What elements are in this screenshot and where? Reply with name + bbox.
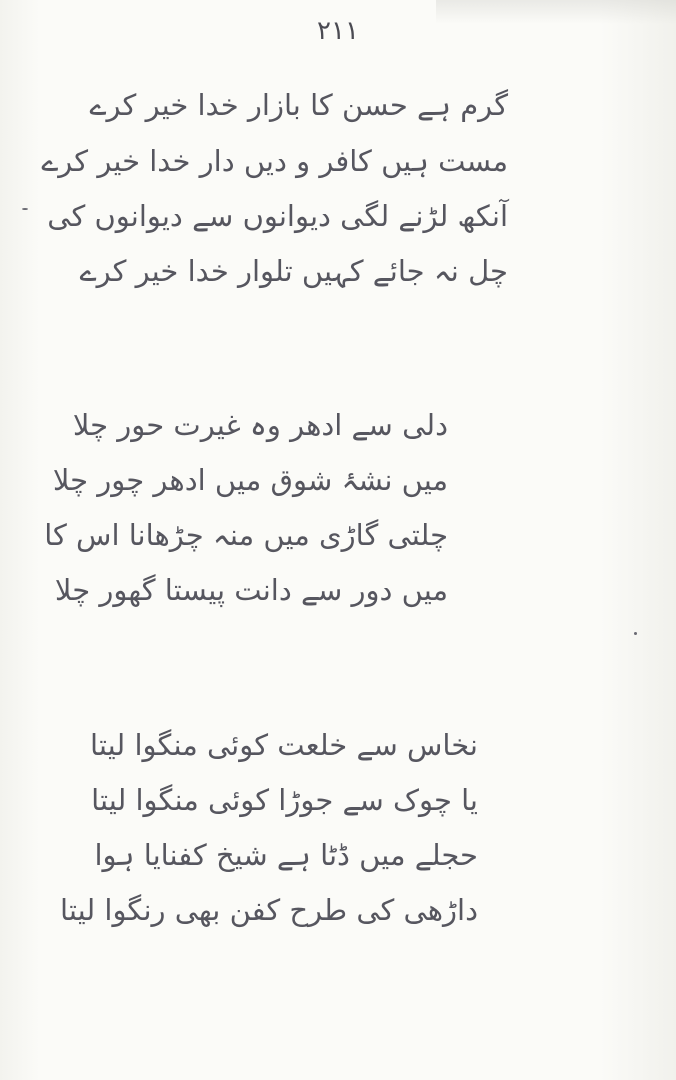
verse-line: یا چوک سے جوڑا کوئی منگوا لیتا <box>91 783 478 817</box>
verse-line: میں دور سے دانت پیستا گھور چلا <box>54 573 448 607</box>
verse-line: داڑھی کی طرح کفن بھی رنگوا لیتا <box>60 893 478 927</box>
verse-line: مست ہیں کافر و دیں دار خدا خیر کرے <box>41 144 508 178</box>
verse-line: چلتی گاڑی میں منہ چڑھانا اس کا <box>44 518 448 552</box>
verse-line: گرم ہے حسن کا بازار خدا خیر کرے <box>89 88 508 122</box>
page-number: ۲۱۱ <box>317 16 359 46</box>
verse-line: چل نہ جائے کہیں تلوار خدا خیر کرے <box>79 254 508 288</box>
stanza-3 <box>60 718 478 938</box>
stanza-2 <box>44 398 448 618</box>
verse-line: آنکھ لڑنے لگی دیوانوں سے دیوانوں کی <box>47 199 508 233</box>
verse-line: نخاس سے خلعت کوئی منگوا لیتا <box>90 728 478 762</box>
ink-speck <box>22 208 28 210</box>
ink-speck <box>634 632 637 635</box>
stanza-1 <box>41 78 508 299</box>
verse-line: میں نشۂ شوق میں ادھر چور چلا <box>52 463 448 497</box>
verse-line: حجلے میں ڈٹا ہے شیخ کفنایا ہوا <box>94 838 478 872</box>
verse-line: دلی سے ادھر وہ غیرت حور چلا <box>72 408 448 442</box>
